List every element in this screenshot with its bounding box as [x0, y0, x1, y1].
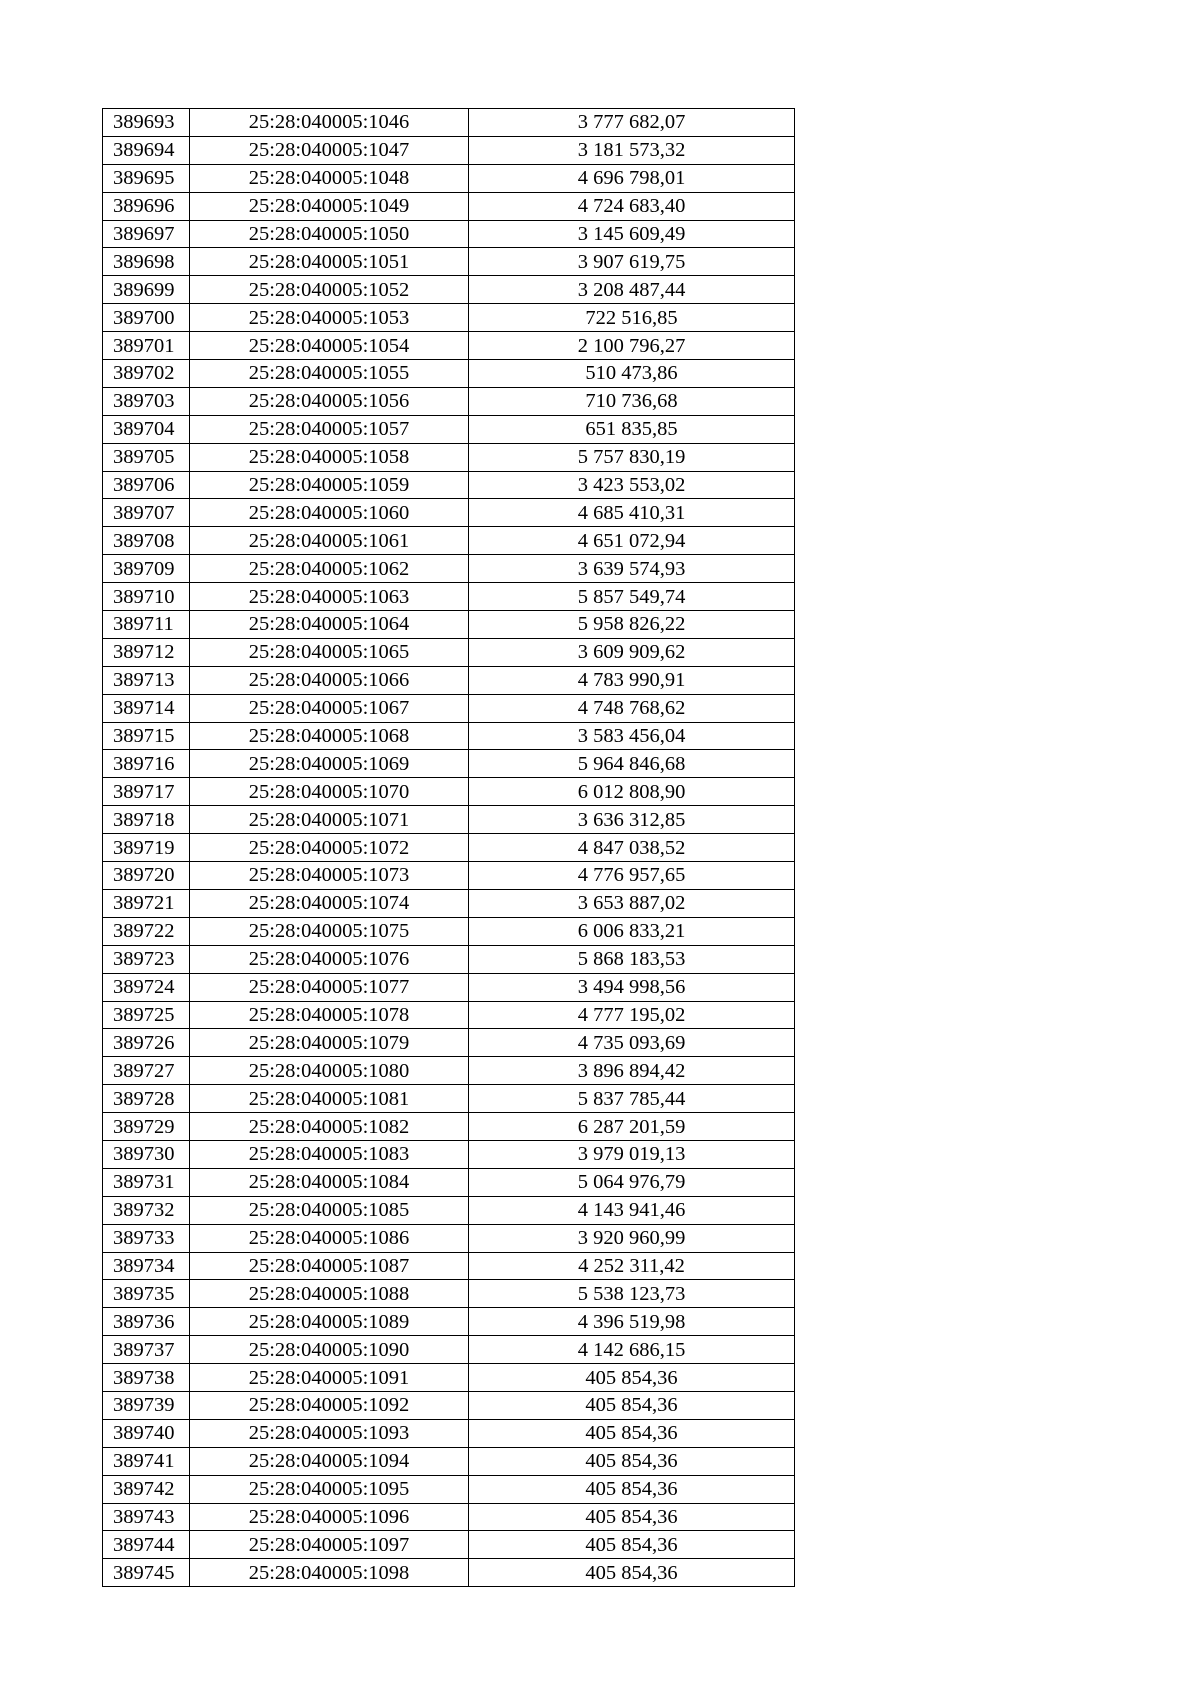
row-number-cell: 389732 — [103, 1196, 190, 1224]
row-number-cell: 389744 — [103, 1531, 190, 1559]
cadastral-number-cell: 25:28:040005:1081 — [190, 1085, 469, 1113]
row-number-cell: 389710 — [103, 583, 190, 611]
table-row — [103, 1057, 795, 1085]
cadastral-number-cell: 25:28:040005:1048 — [190, 164, 469, 192]
row-number-cell: 389738 — [103, 1364, 190, 1392]
table-row — [103, 638, 795, 666]
cadastral-value-cell: 3 494 998,56 — [469, 973, 795, 1001]
row-number-cell: 389736 — [103, 1308, 190, 1336]
row-number-cell: 389725 — [103, 1001, 190, 1029]
table-row — [103, 722, 795, 750]
cadastral-value-cell: 722 516,85 — [469, 304, 795, 332]
table-row — [103, 778, 795, 806]
row-number-cell: 389707 — [103, 499, 190, 527]
table-row — [103, 1475, 795, 1503]
cadastral-number-cell: 25:28:040005:1098 — [190, 1559, 469, 1587]
cadastral-value-cell: 4 735 093,69 — [469, 1029, 795, 1057]
table-row — [103, 1531, 795, 1559]
cadastral-value-cell: 4 847 038,52 — [469, 834, 795, 862]
row-number-cell: 389700 — [103, 304, 190, 332]
cadastral-value-cell: 4 142 686,15 — [469, 1336, 795, 1364]
table-row — [103, 973, 795, 1001]
table-row — [103, 332, 795, 360]
cadastral-number-cell: 25:28:040005:1089 — [190, 1308, 469, 1336]
cadastral-value-cell: 405 854,36 — [469, 1475, 795, 1503]
cadastral-value-cell: 3 896 894,42 — [469, 1057, 795, 1085]
row-number-cell: 389727 — [103, 1057, 190, 1085]
cadastral-value-cell: 3 777 682,07 — [469, 109, 795, 137]
row-number-cell: 389717 — [103, 778, 190, 806]
table-row — [103, 109, 795, 137]
row-number-cell: 389705 — [103, 443, 190, 471]
cadastral-number-cell: 25:28:040005:1085 — [190, 1196, 469, 1224]
cadastral-value-cell: 2 100 796,27 — [469, 332, 795, 360]
row-number-cell: 389718 — [103, 806, 190, 834]
table-row — [103, 387, 795, 415]
cadastral-value-cell: 3 609 909,62 — [469, 638, 795, 666]
row-number-cell: 389739 — [103, 1391, 190, 1419]
row-number-cell: 389715 — [103, 722, 190, 750]
table-row — [103, 1029, 795, 1057]
row-number-cell: 389694 — [103, 136, 190, 164]
cadastral-value-cell: 4 252 311,42 — [469, 1252, 795, 1280]
cadastral-number-cell: 25:28:040005:1053 — [190, 304, 469, 332]
cadastral-number-cell: 25:28:040005:1075 — [190, 917, 469, 945]
row-number-cell: 389730 — [103, 1140, 190, 1168]
table-row — [103, 834, 795, 862]
table-row — [103, 1196, 795, 1224]
row-number-cell: 389737 — [103, 1336, 190, 1364]
row-number-cell: 389722 — [103, 917, 190, 945]
row-number-cell: 389734 — [103, 1252, 190, 1280]
row-number-cell: 389724 — [103, 973, 190, 1001]
table-row — [103, 1252, 795, 1280]
table-row — [103, 889, 795, 917]
row-number-cell: 389719 — [103, 834, 190, 862]
cadastral-number-cell: 25:28:040005:1093 — [190, 1419, 469, 1447]
row-number-cell: 389743 — [103, 1503, 190, 1531]
cadastral-value-cell: 4 396 519,98 — [469, 1308, 795, 1336]
cadastral-value-cell: 5 958 826,22 — [469, 611, 795, 639]
row-number-cell: 389735 — [103, 1280, 190, 1308]
cadastral-number-cell: 25:28:040005:1065 — [190, 638, 469, 666]
cadastral-number-cell: 25:28:040005:1052 — [190, 276, 469, 304]
cadastral-value-cell: 4 685 410,31 — [469, 499, 795, 527]
row-number-cell: 389702 — [103, 360, 190, 388]
row-number-cell: 389708 — [103, 527, 190, 555]
cadastral-number-cell: 25:28:040005:1091 — [190, 1364, 469, 1392]
cadastral-number-cell: 25:28:040005:1086 — [190, 1224, 469, 1252]
row-number-cell: 389712 — [103, 638, 190, 666]
cadastral-value-cell: 3 636 312,85 — [469, 806, 795, 834]
row-number-cell: 389704 — [103, 415, 190, 443]
table-row — [103, 666, 795, 694]
cadastral-value-cell: 5 857 549,74 — [469, 583, 795, 611]
cadastral-number-cell: 25:28:040005:1074 — [190, 889, 469, 917]
cadastral-number-cell: 25:28:040005:1060 — [190, 499, 469, 527]
row-number-cell: 389693 — [103, 109, 190, 137]
cadastral-value-cell: 651 835,85 — [469, 415, 795, 443]
table-row — [103, 443, 795, 471]
cadastral-value-cell: 6 012 808,90 — [469, 778, 795, 806]
cadastral-value-cell: 710 736,68 — [469, 387, 795, 415]
row-number-cell: 389742 — [103, 1475, 190, 1503]
cadastral-value-cell: 4 651 072,94 — [469, 527, 795, 555]
cadastral-value-cell: 3 583 456,04 — [469, 722, 795, 750]
cadastral-number-cell: 25:28:040005:1055 — [190, 360, 469, 388]
table-row — [103, 1085, 795, 1113]
table-row — [103, 304, 795, 332]
row-number-cell: 389709 — [103, 555, 190, 583]
table-row — [103, 1419, 795, 1447]
cadastral-value-cell: 3 979 019,13 — [469, 1140, 795, 1168]
cadastral-value-cell: 4 776 957,65 — [469, 862, 795, 890]
cadastral-number-cell: 25:28:040005:1050 — [190, 220, 469, 248]
cadastral-value-cell: 3 423 553,02 — [469, 471, 795, 499]
cadastral-value-cell: 4 724 683,40 — [469, 192, 795, 220]
cadastral-number-cell: 25:28:040005:1058 — [190, 443, 469, 471]
row-number-cell: 389716 — [103, 750, 190, 778]
cadastral-number-cell: 25:28:040005:1049 — [190, 192, 469, 220]
cadastral-number-cell: 25:28:040005:1064 — [190, 611, 469, 639]
table-row — [103, 499, 795, 527]
cadastral-number-cell: 25:28:040005:1072 — [190, 834, 469, 862]
table-row — [103, 527, 795, 555]
table-row — [103, 917, 795, 945]
cadastral-value-cell: 510 473,86 — [469, 360, 795, 388]
table-row — [103, 1280, 795, 1308]
cadastral-value-cell: 405 854,36 — [469, 1391, 795, 1419]
cadastral-number-cell: 25:28:040005:1057 — [190, 415, 469, 443]
cadastral-value-cell: 5 837 785,44 — [469, 1085, 795, 1113]
row-number-cell: 389701 — [103, 332, 190, 360]
table-row — [103, 136, 795, 164]
row-number-cell: 389698 — [103, 248, 190, 276]
table-row — [103, 164, 795, 192]
table-row — [103, 555, 795, 583]
row-number-cell: 389723 — [103, 945, 190, 973]
row-number-cell: 389728 — [103, 1085, 190, 1113]
cadastral-number-cell: 25:28:040005:1087 — [190, 1252, 469, 1280]
cadastral-value-cell: 6 287 201,59 — [469, 1113, 795, 1141]
cadastral-number-cell: 25:28:040005:1077 — [190, 973, 469, 1001]
table-row — [103, 192, 795, 220]
row-number-cell: 389733 — [103, 1224, 190, 1252]
table-row — [103, 750, 795, 778]
cadastral-number-cell: 25:28:040005:1054 — [190, 332, 469, 360]
table-row — [103, 583, 795, 611]
cadastral-value-cell: 5 064 976,79 — [469, 1168, 795, 1196]
cadastral-number-cell: 25:28:040005:1084 — [190, 1168, 469, 1196]
cadastral-number-cell: 25:28:040005:1083 — [190, 1140, 469, 1168]
table-row — [103, 1308, 795, 1336]
table-row — [103, 1364, 795, 1392]
table-row — [103, 611, 795, 639]
row-number-cell: 389696 — [103, 192, 190, 220]
cadastral-number-cell: 25:28:040005:1068 — [190, 722, 469, 750]
cadastral-value-cell: 3 145 609,49 — [469, 220, 795, 248]
cadastral-value-cell: 5 757 830,19 — [469, 443, 795, 471]
cadastral-value-cell: 4 696 798,01 — [469, 164, 795, 192]
row-number-cell: 389706 — [103, 471, 190, 499]
cadastral-number-cell: 25:28:040005:1073 — [190, 862, 469, 890]
cadastral-value-cell: 405 854,36 — [469, 1531, 795, 1559]
cadastral-value-cell: 4 783 990,91 — [469, 666, 795, 694]
row-number-cell: 389731 — [103, 1168, 190, 1196]
table-row — [103, 360, 795, 388]
cadastral-value-cell: 5 538 123,73 — [469, 1280, 795, 1308]
table-row — [103, 1336, 795, 1364]
cadastral-number-cell: 25:28:040005:1096 — [190, 1503, 469, 1531]
cadastral-number-cell: 25:28:040005:1047 — [190, 136, 469, 164]
cadastral-number-cell: 25:28:040005:1088 — [190, 1280, 469, 1308]
table-row — [103, 276, 795, 304]
cadastral-value-cell: 3 181 573,32 — [469, 136, 795, 164]
table-row — [103, 1113, 795, 1141]
table-row — [103, 248, 795, 276]
row-number-cell: 389721 — [103, 889, 190, 917]
table-body — [103, 109, 795, 1587]
cadastral-number-cell: 25:28:040005:1063 — [190, 583, 469, 611]
cadastral-number-cell: 25:28:040005:1079 — [190, 1029, 469, 1057]
cadastral-number-cell: 25:28:040005:1080 — [190, 1057, 469, 1085]
cadastral-number-cell: 25:28:040005:1092 — [190, 1391, 469, 1419]
row-number-cell: 389697 — [103, 220, 190, 248]
row-number-cell: 389726 — [103, 1029, 190, 1057]
cadastral-number-cell: 25:28:040005:1097 — [190, 1531, 469, 1559]
cadastral-number-cell: 25:28:040005:1095 — [190, 1475, 469, 1503]
table-row — [103, 806, 795, 834]
cadastral-number-cell: 25:28:040005:1067 — [190, 694, 469, 722]
cadastral-number-cell: 25:28:040005:1051 — [190, 248, 469, 276]
cadastral-number-cell: 25:28:040005:1090 — [190, 1336, 469, 1364]
table-row — [103, 1001, 795, 1029]
cadastral-value-cell: 3 208 487,44 — [469, 276, 795, 304]
row-number-cell: 389740 — [103, 1419, 190, 1447]
table-row — [103, 220, 795, 248]
row-number-cell: 389703 — [103, 387, 190, 415]
cadastral-value-cell: 405 854,36 — [469, 1559, 795, 1587]
cadastral-value-cell: 3 653 887,02 — [469, 889, 795, 917]
cadastral-number-cell: 25:28:040005:1059 — [190, 471, 469, 499]
table-row — [103, 1391, 795, 1419]
table-row — [103, 1503, 795, 1531]
row-number-cell: 389729 — [103, 1113, 190, 1141]
cadastral-number-cell: 25:28:040005:1071 — [190, 806, 469, 834]
cadastral-number-cell: 25:28:040005:1046 — [190, 109, 469, 137]
row-number-cell: 389713 — [103, 666, 190, 694]
cadastral-value-cell: 4 143 941,46 — [469, 1196, 795, 1224]
row-number-cell: 389714 — [103, 694, 190, 722]
cadastral-value-cell: 3 639 574,93 — [469, 555, 795, 583]
table-row — [103, 1559, 795, 1587]
cadastral-number-cell: 25:28:040005:1066 — [190, 666, 469, 694]
cadastral-value-cell: 405 854,36 — [469, 1419, 795, 1447]
cadastral-number-cell: 25:28:040005:1070 — [190, 778, 469, 806]
cadastral-value-cell: 405 854,36 — [469, 1364, 795, 1392]
cadastral-value-cell: 3 907 619,75 — [469, 248, 795, 276]
cadastral-number-cell: 25:28:040005:1076 — [190, 945, 469, 973]
table-row — [103, 694, 795, 722]
cadastral-number-cell: 25:28:040005:1078 — [190, 1001, 469, 1029]
cadastral-number-cell: 25:28:040005:1082 — [190, 1113, 469, 1141]
cadastral-number-cell: 25:28:040005:1056 — [190, 387, 469, 415]
cadastral-value-cell: 4 777 195,02 — [469, 1001, 795, 1029]
cadastral-value-cell: 405 854,36 — [469, 1447, 795, 1475]
cadastral-value-cell: 6 006 833,21 — [469, 917, 795, 945]
row-number-cell: 389699 — [103, 276, 190, 304]
row-number-cell: 389711 — [103, 611, 190, 639]
table-row — [103, 1447, 795, 1475]
table-row — [103, 862, 795, 890]
row-number-cell: 389695 — [103, 164, 190, 192]
table-row — [103, 1224, 795, 1252]
table-row — [103, 471, 795, 499]
cadastral-value-cell: 4 748 768,62 — [469, 694, 795, 722]
cadastral-value-cell: 405 854,36 — [469, 1503, 795, 1531]
table-row — [103, 1168, 795, 1196]
table-row — [103, 945, 795, 973]
cadastral-value-cell: 3 920 960,99 — [469, 1224, 795, 1252]
cadastral-number-cell: 25:28:040005:1069 — [190, 750, 469, 778]
cadastral-number-cell: 25:28:040005:1061 — [190, 527, 469, 555]
cadastral-number-cell: 25:28:040005:1062 — [190, 555, 469, 583]
cadastral-value-table — [102, 108, 795, 1587]
cadastral-value-cell: 5 868 183,53 — [469, 945, 795, 973]
cadastral-value-cell: 5 964 846,68 — [469, 750, 795, 778]
row-number-cell: 389741 — [103, 1447, 190, 1475]
table-row — [103, 1140, 795, 1168]
cadastral-number-cell: 25:28:040005:1094 — [190, 1447, 469, 1475]
row-number-cell: 389745 — [103, 1559, 190, 1587]
row-number-cell: 389720 — [103, 862, 190, 890]
table-row — [103, 415, 795, 443]
